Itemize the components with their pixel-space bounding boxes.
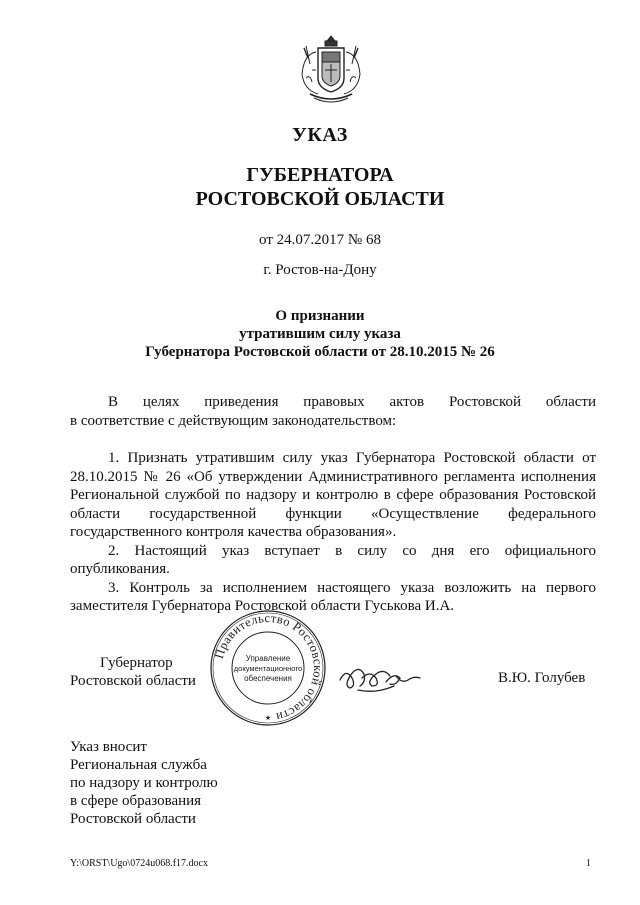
official-stamp — [208, 608, 328, 728]
decree-item-2: 2. Настоящий указ вступает в силу со дня его официального опубликования. — [70, 542, 596, 577]
signatory-position — [70, 654, 210, 690]
preamble-second-line: в соответствие с действующим законодательством: — [70, 412, 397, 429]
preamble-word: приведения — [204, 394, 279, 410]
submitted-by-block — [70, 738, 218, 828]
submitted-by-line: по надзору и контролю — [70, 775, 218, 791]
position-line: Ростовской области — [70, 673, 196, 689]
preamble-first-line — [70, 393, 596, 412]
decree-city: г. Ростов-на-Дону — [263, 262, 377, 278]
issuing-authority — [0, 163, 640, 211]
stamp-star-icon: ★ — [264, 714, 272, 722]
stamp-inner-line: документационного — [233, 664, 303, 673]
preamble-paragraph — [70, 393, 596, 430]
submitted-by-line: в сфере образования — [70, 793, 202, 809]
subject-line: утратившим силу указа — [239, 326, 401, 342]
subject-line: Губернатора Ростовской области от 28.10.2015 № 26 — [145, 344, 495, 360]
preamble-word: Ростовской — [448, 394, 522, 410]
decree-items — [70, 449, 596, 616]
decree-subject — [0, 307, 640, 361]
preamble-word: В — [108, 394, 119, 410]
position-line: Губернатор — [100, 655, 173, 671]
authority-line: РОСТОВСКОЙ ОБЛАСТИ — [195, 188, 445, 210]
footer-page-number: 1 — [586, 858, 591, 869]
preamble-word: актов — [389, 394, 425, 410]
stamp-ring-text: Правительство Ростовской области — [212, 610, 326, 725]
decree-item-1: 1. Признать утратившим силу указ Губернатора Ростовской области от 28.10.2015 № 26 «Об утверждении Административного регламента исполнения Региональной службой по надзору и контролю в сфере образования Ростовской области государственной функции «Осуществление федерального государственного контроля качества образования». — [70, 450, 596, 540]
preamble-word: правовых — [303, 394, 365, 410]
submitted-by-line: Ростовской области — [70, 811, 196, 827]
subject-line: О признании — [275, 308, 365, 324]
decree-date-number: от 24.07.2017 № 68 — [259, 232, 381, 248]
footer-file-path: Y:\ORST\Ugo\0724u068.f17.docx — [70, 858, 208, 869]
decree-item-3: 3. Контроль за исполнением настоящего указа возложить на первого заместителя Губернатора Ростовской области Гуськова И.А. — [70, 579, 596, 614]
preamble-word: области — [545, 394, 596, 410]
submitted-by-line: Региональная служба — [70, 757, 207, 773]
signatory-name: В.Ю. Голубев — [498, 670, 586, 686]
handwritten-signature — [336, 656, 426, 700]
authority-line: ГУБЕРНАТОРА — [246, 164, 394, 186]
document-type-title: УКАЗ — [292, 124, 348, 146]
preamble-word: целях — [142, 394, 180, 410]
stamp-inner-line: Управление — [245, 654, 291, 663]
stamp-inner-line: обеспечения — [244, 674, 292, 683]
coat-of-arms-emblem — [296, 34, 366, 106]
submitted-by-line: Указ вносит — [70, 739, 147, 755]
